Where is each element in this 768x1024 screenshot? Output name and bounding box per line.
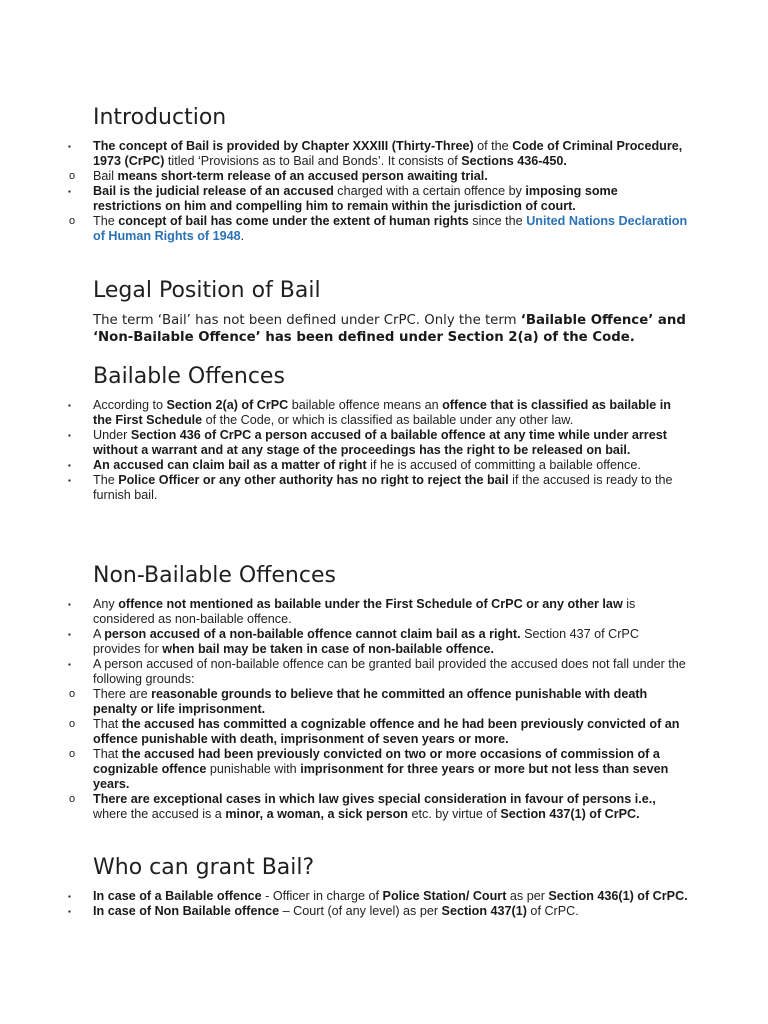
list-item-text: There are reasonable grounds to believe that he committed an offence punishable with death penalty or life imprisonment. bbox=[93, 687, 648, 716]
list-item-text: A person accused of non-bailable offence can be granted bail provided the accused does not fall under the following grounds: bbox=[93, 657, 686, 686]
square-bullet-icon: ▪ bbox=[68, 401, 71, 410]
list-item bbox=[0, 597, 768, 627]
list-item bbox=[0, 169, 768, 184]
list-item bbox=[0, 717, 768, 747]
square-bullet-icon: ▪ bbox=[68, 187, 71, 196]
list-item-text: The concept of bail has come under the extent of human rights since the United Nations Declaration of Human Rights of 1948. bbox=[93, 214, 688, 243]
paragraph-legal-position: The term ‘Bail’ has not been defined under CrPC. Only the term ‘Bailable Offence’ and ‘Non-Bailable Offence’ has been defined under Section 2(a) of the Code. bbox=[93, 313, 686, 345]
list-item-text: The concept of Bail is provided by Chapter XXXIII (Thirty-Three) of the Code of Criminal Procedure, 1973 (CrPC) titled ‘Provisions as to Bail and Bonds’. It consists of Sections 436-450. bbox=[93, 139, 683, 168]
list-item bbox=[0, 627, 768, 657]
square-bullet-icon: ▪ bbox=[68, 892, 71, 901]
heading-non-bailable-offences: Non-Bailable Offences bbox=[93, 563, 336, 588]
list-item-text: In case of a Bailable offence - Officer in charge of Police Station/ Court as per Section 436(1) of CrPC. bbox=[93, 889, 688, 903]
list-item bbox=[0, 139, 768, 169]
hollow-circle-bullet-icon: o bbox=[69, 688, 76, 700]
list-item-text: That the accused had been previously convicted on two or more occasions of commission of a cognizable offence punishable with imprisonment for three years or more but not less than seven years. bbox=[93, 747, 669, 791]
square-bullet-icon: ▪ bbox=[68, 660, 71, 669]
list-item bbox=[0, 184, 768, 214]
list-item-text: An accused can claim bail as a matter of right if he is accused of committing a bailable offence. bbox=[93, 458, 641, 472]
list-item bbox=[0, 904, 768, 919]
list-item bbox=[0, 657, 768, 687]
hollow-circle-bullet-icon: o bbox=[69, 718, 76, 730]
list-item-text: Under Section 436 of CrPC a person accused of a bailable offence at any time while under arrest without a warrant and at any stage of the proceedings has the right to be released on bail. bbox=[93, 428, 667, 457]
square-bullet-icon: ▪ bbox=[68, 907, 71, 916]
list-item-text: Bail means short-term release of an accused person awaiting trial. bbox=[93, 169, 488, 183]
square-bullet-icon: ▪ bbox=[68, 476, 71, 485]
list-item bbox=[0, 458, 768, 473]
square-bullet-icon: ▪ bbox=[68, 431, 71, 440]
list-introduction bbox=[0, 139, 768, 244]
square-bullet-icon: ▪ bbox=[68, 600, 71, 609]
list-item-text: There are exceptional cases in which law gives special consideration in favour of persons i.e., where the accused is a minor, a woman, a sick person etc. by virtue of Section 437(1) of CrPC. bbox=[93, 792, 656, 821]
list-item bbox=[0, 473, 768, 503]
list-item bbox=[0, 792, 768, 822]
list-item-text: In case of Non Bailable offence – Court (of any level) as per Section 437(1) of CrPC. bbox=[93, 904, 579, 918]
list-item-text: That the accused has committed a cognizable offence and he had been previously convicted of an offence punishable with death, imprisonment of seven years or more. bbox=[93, 717, 680, 746]
heading-who-can-grant-bail: Who can grant Bail? bbox=[93, 855, 315, 880]
list-item bbox=[0, 398, 768, 428]
hollow-circle-bullet-icon: o bbox=[69, 215, 76, 227]
heading-bailable-offences: Bailable Offences bbox=[93, 364, 285, 389]
list-who-can-grant-bail bbox=[0, 889, 768, 919]
list-item-text: The Police Officer or any other authority has no right to reject the bail if the accused is ready to the furnish bail. bbox=[93, 473, 673, 502]
square-bullet-icon: ▪ bbox=[68, 461, 71, 470]
heading-introduction: Introduction bbox=[93, 105, 227, 130]
list-item-text: According to Section 2(a) of CrPC bailable offence means an offence that is classified as bailable in the First Schedule of the Code, or which is classified as bailable under any other law. bbox=[93, 398, 671, 427]
hollow-circle-bullet-icon: o bbox=[69, 748, 76, 760]
link-un-declaration[interactable]: United Nations Declaration of Human Rights of 1948 bbox=[93, 214, 688, 243]
hollow-circle-bullet-icon: o bbox=[69, 793, 76, 805]
list-item-text: Any offence not mentioned as bailable under the First Schedule of CrPC or any other law is considered as non-bailable offence. bbox=[93, 597, 636, 626]
heading-legal-position: Legal Position of Bail bbox=[93, 278, 321, 303]
list-item-text: Bail is the judicial release of an accused charged with a certain offence by imposing some restrictions on him and compelling him to remain within the jurisdiction of court. bbox=[93, 184, 618, 213]
list-item-text: A person accused of a non-bailable offence cannot claim bail as a right. Section 437 of CrPC provides for when bail may be taken in case of non-bailable offence. bbox=[93, 627, 639, 656]
list-item bbox=[0, 428, 768, 458]
hollow-circle-bullet-icon: o bbox=[69, 170, 76, 182]
list-item bbox=[0, 687, 768, 717]
square-bullet-icon: ▪ bbox=[68, 142, 71, 151]
list-non-bailable-offences bbox=[0, 597, 768, 822]
list-item bbox=[0, 889, 768, 904]
square-bullet-icon: ▪ bbox=[68, 630, 71, 639]
list-item bbox=[0, 747, 768, 792]
list-item bbox=[0, 214, 768, 244]
list-bailable-offences bbox=[0, 398, 768, 503]
